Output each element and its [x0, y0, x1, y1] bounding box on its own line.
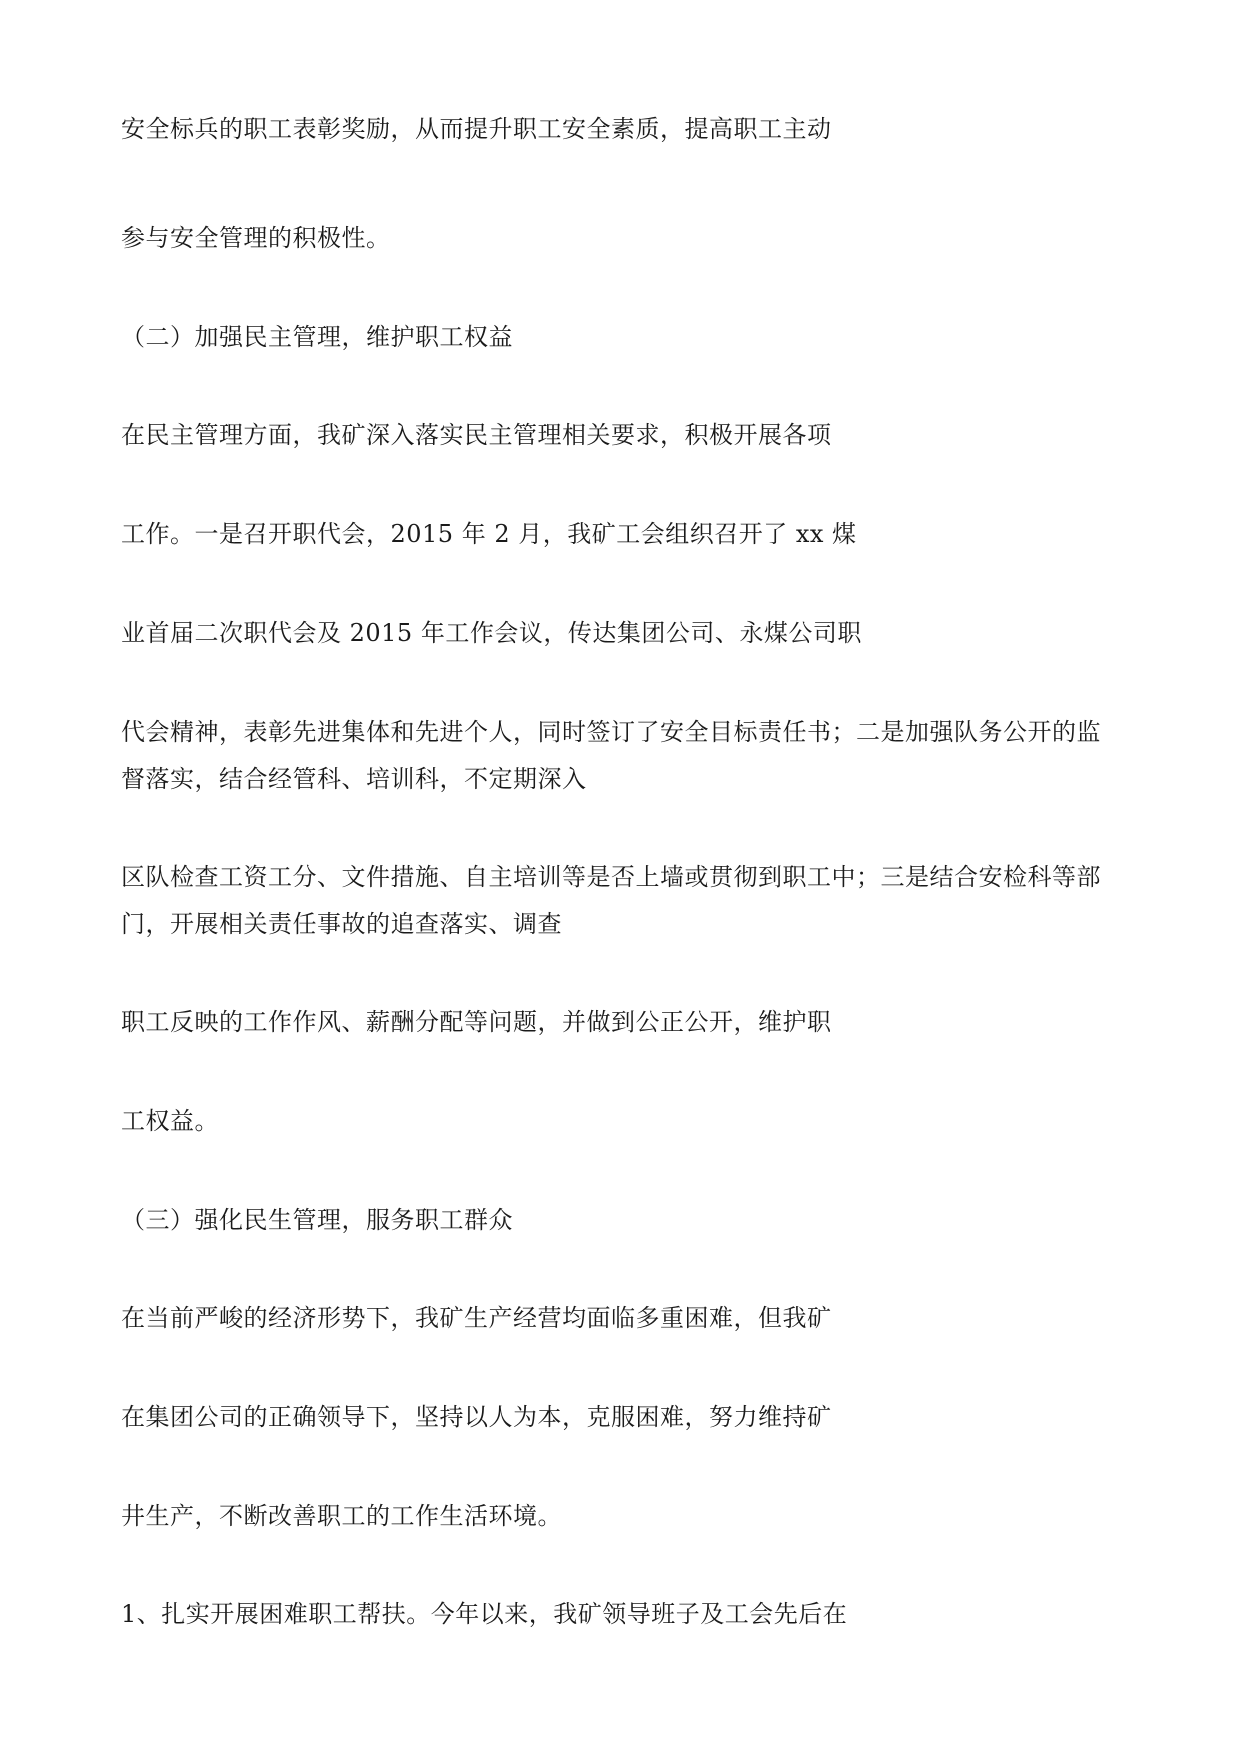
paragraph-line: 区队检查工资工分、文件措施、自主培训等是否上墙或贯彻到职工中；三是结合安检科等部 [121, 863, 1101, 891]
paragraph-line: 工作。一是召开职代会，2015 年 2 月，我矿工会组织召开了 xx 煤 [121, 520, 857, 548]
paragraph-line: 门，开展相关责任事故的追查落实、调查 [121, 910, 562, 938]
list-item: 1、扎实开展困难职工帮扶。今年以来，我矿领导班子及工会先后在 [121, 1600, 848, 1628]
section-heading: （二）加强民主管理，维护职工权益 [121, 323, 513, 351]
paragraph-line: 在当前严峻的经济形势下，我矿生产经营均面临多重困难，但我矿 [121, 1304, 832, 1332]
paragraph-line: 安全标兵的职工表彰奖励，从而提升职工安全素质，提高职工主动 [121, 115, 832, 143]
paragraph-line: 督落实，结合经管科、培训科，不定期深入 [121, 765, 587, 793]
paragraph-line: 职工反映的工作作风、薪酬分配等问题，并做到公正公开，维护职 [121, 1008, 832, 1036]
paragraph-line: 代会精神，表彰先进集体和先进个人，同时签订了安全目标责任书；二是加强队务公开的监 [121, 718, 1101, 746]
paragraph-line: 在集团公司的正确领导下，坚持以人为本，克服困难，努力维持矿 [121, 1403, 832, 1431]
paragraph-line: 井生产，不断改善职工的工作生活环境。 [121, 1502, 562, 1530]
paragraph-line: 在民主管理方面，我矿深入落实民主管理相关要求，积极开展各项 [121, 421, 832, 449]
paragraph-line: 参与安全管理的积极性。 [121, 224, 391, 252]
section-heading: （三）强化民生管理，服务职工群众 [121, 1206, 513, 1234]
paragraph-line: 业首届二次职代会及 2015 年工作会议，传达集团公司、永煤公司职 [121, 619, 862, 647]
paragraph-line: 工权益。 [121, 1107, 219, 1135]
